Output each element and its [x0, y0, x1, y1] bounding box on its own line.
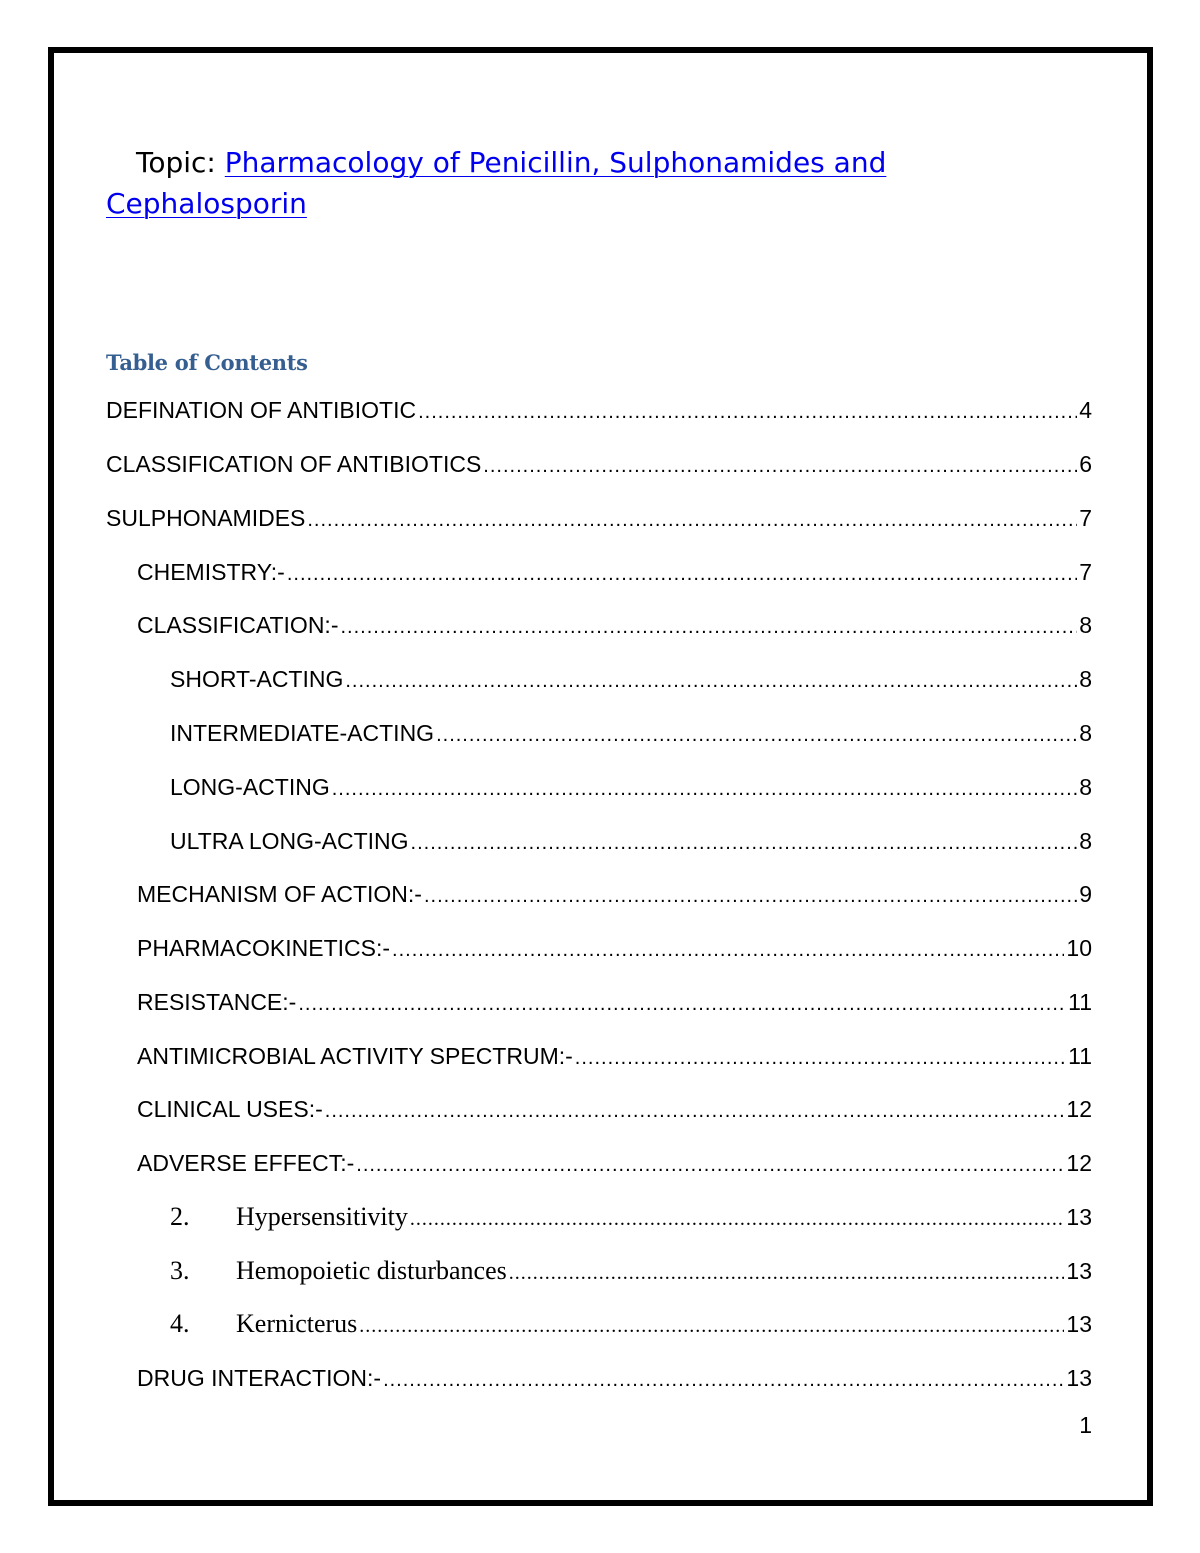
toc-entry-sulphonamides[interactable] [106, 500, 1092, 532]
toc-entry-page: 12 [1066, 1150, 1092, 1176]
toc-entry-page: 8 [1079, 612, 1092, 638]
toc-entry-page: 12 [1066, 1096, 1092, 1122]
toc-entry-ultra-long-acting[interactable] [170, 823, 1092, 855]
toc-entry-long-acting[interactable] [170, 769, 1092, 801]
toc-leader-dots [383, 1368, 1064, 1392]
toc-leader-dots [307, 508, 1077, 532]
toc-leader-dots [424, 884, 1077, 908]
toc-entry-page: 13 [1066, 1258, 1092, 1284]
toc-entry-adverse-effect[interactable] [137, 1145, 1092, 1177]
toc-entry-label: Kernicterus [236, 1309, 358, 1338]
topic-prefix: Topic: [136, 146, 216, 179]
toc-entry-label: LONG-ACTING [170, 774, 330, 800]
toc-entry-hypersensitivity[interactable] [170, 1199, 1092, 1231]
toc-entry-defination-of-antibiotic[interactable] [106, 392, 1092, 424]
toc-entry-label: INTERMEDIATE-ACTING [170, 720, 435, 746]
toc-entry-classification[interactable] [137, 607, 1092, 639]
toc-entry-page: 8 [1079, 720, 1092, 746]
toc-entry-short-acting[interactable] [170, 661, 1092, 693]
toc-entry-antimicrobial-activity-spectrum[interactable] [137, 1038, 1092, 1070]
toc-entry-label: CHEMISTRY:- [137, 559, 285, 585]
toc-entry-page: 8 [1079, 774, 1092, 800]
toc-leader-dots [436, 723, 1077, 747]
toc-entry-chemistry[interactable] [137, 554, 1092, 586]
toc-entry-label: CLASSIFICATION:- [137, 612, 339, 638]
toc-entry-clinical-uses[interactable] [137, 1091, 1092, 1123]
toc-entry-label: SULPHONAMIDES [106, 505, 306, 531]
toc-entry-page: 6 [1079, 451, 1092, 477]
toc-entry-page: 7 [1079, 559, 1092, 585]
toc-entry-label: ADVERSE EFFECT:- [137, 1150, 355, 1176]
toc-entry-label: Hemopoietic disturbances [236, 1256, 507, 1285]
toc-entry-label: SHORT-ACTING [170, 666, 344, 692]
toc-entry-label: PHARMACOKINETICS:- [137, 935, 391, 961]
toc-leader-dots [483, 454, 1077, 478]
toc-entry-page: 13 [1066, 1204, 1092, 1230]
toc-leader-dots [345, 669, 1077, 693]
toc-leader-dots [575, 1046, 1066, 1070]
toc-leader-dots [356, 1153, 1064, 1177]
toc-entry-mechanism-of-action[interactable] [137, 876, 1092, 908]
toc-entry-label: DEFINATION OF ANTIBIOTIC [106, 397, 417, 423]
toc-entry-page: 9 [1079, 881, 1092, 907]
toc-entry-page: 4 [1079, 397, 1092, 423]
toc-leader-dots [287, 562, 1077, 586]
toc-entry-number: 3. [170, 1256, 190, 1285]
toc-entry-label: ANTIMICROBIAL ACTIVITY SPECTRUM:- [137, 1043, 573, 1069]
toc-entry-kernicterus[interactable] [170, 1306, 1092, 1338]
toc-entry-page: 7 [1079, 505, 1092, 531]
toc-entry-label: DRUG INTERACTION:- [137, 1365, 382, 1391]
toc-entry-intermediate-acting[interactable] [170, 715, 1092, 747]
toc-entry-page: 10 [1066, 935, 1092, 961]
toc-leader-dots [410, 1207, 1065, 1231]
toc-heading: Table of Contents [106, 350, 308, 375]
toc-entry-drug-interaction[interactable] [137, 1360, 1092, 1392]
toc-entry-page: 13 [1066, 1311, 1092, 1337]
toc-leader-dots [341, 615, 1078, 639]
toc-entry-page: 11 [1068, 989, 1092, 1015]
toc-entry-page: 8 [1079, 666, 1092, 692]
toc-entry-resistance[interactable] [137, 984, 1092, 1016]
toc-entry-hemopoietic-disturbances[interactable] [170, 1253, 1092, 1285]
toc-entry-label: Hypersensitivity [236, 1202, 408, 1231]
toc-entry-label: CLINICAL USES:- [137, 1096, 323, 1122]
toc-entry-pharmacokinetics[interactable] [137, 930, 1092, 962]
toc-leader-dots [392, 938, 1064, 962]
topic-link[interactable]: Pharmacology of Penicillin, Sulphonamides and Cephalosporin [106, 146, 887, 220]
toc-entry-label: CLASSIFICATION OF ANTIBIOTICS [106, 451, 482, 477]
toc-leader-dots [359, 1314, 1064, 1338]
toc-entry-label: ULTRA LONG-ACTING [170, 828, 409, 854]
toc-entry-page: 8 [1079, 828, 1092, 854]
toc-entry-label: RESISTANCE:- [137, 989, 297, 1015]
toc-entry-number: 2. [170, 1202, 190, 1231]
toc-entry-number: 4. [170, 1309, 190, 1338]
toc-leader-dots [325, 1099, 1065, 1123]
toc-entry-page: 11 [1068, 1043, 1092, 1069]
toc-leader-dots [332, 777, 1077, 801]
toc-leader-dots [418, 400, 1077, 424]
toc-leader-dots [298, 992, 1066, 1016]
toc-entry-page: 13 [1066, 1365, 1092, 1391]
toc-leader-dots [509, 1261, 1065, 1285]
toc-entry-label: MECHANISM OF ACTION:- [137, 881, 422, 907]
page-number: 1 [1079, 1412, 1092, 1438]
toc-entry-classification-of-antibiotics[interactable] [106, 446, 1092, 478]
toc-leader-dots [411, 831, 1078, 855]
